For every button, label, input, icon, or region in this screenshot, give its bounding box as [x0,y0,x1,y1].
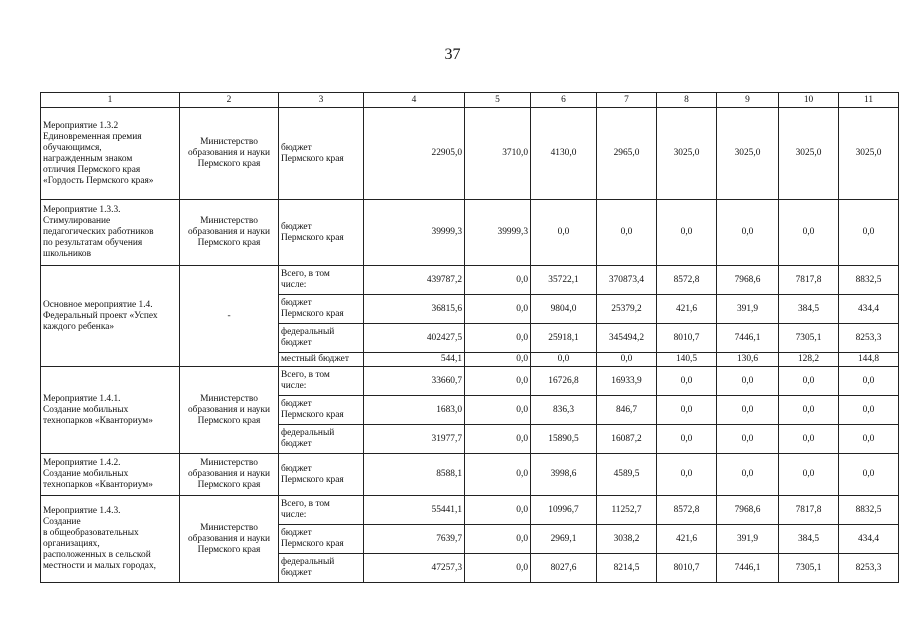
amount-cell: 7968,6 [717,266,779,295]
amount-cell: 0,0 [779,396,839,425]
amount-cell: 0,0 [717,200,779,266]
funding-source-cell [279,425,364,454]
amount-cell: 8832,5 [839,496,899,525]
text-line: числе: [281,510,307,520]
amount-cell: 3025,0 [717,108,779,200]
amount-cell: 0,0 [597,353,657,367]
text-line: Всего, в том [281,269,330,279]
amount-cell: 3025,0 [839,108,899,200]
header-cell: 8 [657,93,717,108]
amount-cell: 16087,2 [597,425,657,454]
table-row [41,367,899,396]
header-cell: 9 [717,93,779,108]
amount-cell: 7446,1 [717,554,779,583]
amount-cell: 439787,2 [364,266,465,295]
text-line: «Гордость Пермского края» [43,175,154,186]
funding-source-cell [279,496,364,525]
amount-cell: 8572,8 [657,266,717,295]
amount-cell: 4589,5 [597,454,657,496]
amount-cell: 0,0 [779,367,839,396]
text-line: Всего, в том [281,370,330,380]
text-line: обучающимся, [43,142,102,153]
amount-cell: 0,0 [465,554,531,583]
text-line: местности и малых городах, [43,561,156,571]
amount-cell: 25379,2 [597,295,657,324]
amount-cell: 0,0 [465,353,531,367]
text-line: организациях, [43,539,100,549]
amount-cell: 0,0 [657,454,717,496]
header-cell: 5 [465,93,531,108]
amount-cell: 35722,1 [531,266,597,295]
text-line: Пермского края [197,238,261,248]
executor-cell [180,367,279,454]
text-line: технопарков «Кванториум» [43,415,153,426]
amount-cell: 0,0 [597,200,657,266]
amount-cell: 0,0 [465,525,531,554]
amount-cell: 0,0 [465,266,531,295]
text-line: расположенных в сельской [43,550,151,560]
amount-cell: 144,8 [839,353,899,367]
amount-cell: 0,0 [839,200,899,266]
text-line: Мероприятие 1.4.3. [43,506,121,516]
amount-cell: 8010,7 [657,554,717,583]
header-cell: 1 [41,93,180,108]
amount-cell: 391,9 [717,295,779,324]
text-line: отличия Пермского края [43,164,141,175]
measure-name-cell [41,367,180,454]
header-cell: 10 [779,93,839,108]
amount-cell: 140,5 [657,353,717,367]
text-line: бюджет [281,142,312,153]
header-cell: 6 [531,93,597,108]
amount-cell: 0,0 [717,425,779,454]
amount-cell: 836,3 [531,396,597,425]
header-row [41,93,899,108]
amount-cell: 8027,6 [531,554,597,583]
text-line: Министерство [200,393,258,404]
funding-source-cell [279,295,364,324]
text-line: Пермского края [281,410,344,420]
amount-cell: 39999,3 [465,200,531,266]
text-line: Министерство [200,216,258,226]
table-row [41,108,899,200]
text-line: бюджет [281,298,312,308]
text-line: образования и науки [187,148,271,158]
amount-cell: 384,5 [779,525,839,554]
text-line: Министерство [200,522,258,533]
amount-cell: 0,0 [717,454,779,496]
amount-cell: 8253,3 [839,554,899,583]
amount-cell: 8832,5 [839,266,899,295]
amount-cell: 7817,8 [779,496,839,525]
text-line: бюджет [281,221,312,232]
text-line: местный бюджет [281,354,349,364]
text-line: бюджет [281,528,312,538]
amount-cell: 384,5 [779,295,839,324]
text-line: федеральный [281,428,335,438]
amount-cell: 8572,8 [657,496,717,525]
text-line: Пермского края [197,159,261,169]
text-line: образования и науки [187,404,271,415]
table-row [41,454,899,496]
funding-source-cell [279,525,364,554]
amount-cell: 8588,1 [364,454,465,496]
text-line: бюджет [281,399,312,409]
amount-cell: 3025,0 [779,108,839,200]
amount-cell: 2965,0 [597,108,657,200]
funding-source-cell [279,367,364,396]
table-row [41,496,899,525]
amount-cell: 7639,7 [364,525,465,554]
amount-cell: 0,0 [657,396,717,425]
text-line: Пермского края [281,232,344,243]
amount-cell: 15890,5 [531,425,597,454]
amount-cell: 10996,7 [531,496,597,525]
amount-cell: 3710,0 [465,108,531,200]
amount-cell: 7817,8 [779,266,839,295]
amount-cell: 4130,0 [531,108,597,200]
text-line: Пермского края [197,480,261,490]
text-line: Федеральный проект «Успех [43,310,158,321]
amount-cell: 0,0 [531,353,597,367]
text-line: Создание мобильных [43,404,129,415]
text-line: федеральный [281,327,335,337]
amount-cell: 0,0 [657,367,717,396]
amount-cell: 421,6 [657,295,717,324]
amount-cell: 345494,2 [597,324,657,353]
amount-cell: 25918,1 [531,324,597,353]
executor-cell [180,496,279,583]
header-cell: 4 [364,93,465,108]
header-cell: 7 [597,93,657,108]
amount-cell: 402427,5 [364,324,465,353]
budget-table [40,92,899,583]
text-line: Пермского края [281,539,344,549]
text-line: Создание [43,517,81,527]
text-line: бюджет [281,439,312,449]
amount-cell: 421,6 [657,525,717,554]
funding-source-cell [279,554,364,583]
amount-cell: 47257,3 [364,554,465,583]
amount-cell: 3998,6 [531,454,597,496]
amount-cell: 0,0 [779,200,839,266]
text-line: образования и науки [187,227,271,237]
text-line: федеральный [281,557,335,567]
amount-cell: 55441,1 [364,496,465,525]
text-line: в общеобразовательных [43,528,139,538]
text-line: - [227,310,231,321]
measure-name-cell [41,200,180,266]
funding-source-cell [279,324,364,353]
amount-cell: 0,0 [465,496,531,525]
amount-cell: 0,0 [531,200,597,266]
amount-cell: 16933,9 [597,367,657,396]
measure-name-cell [41,496,180,583]
text-line: бюджет [281,338,312,348]
amount-cell: 0,0 [839,396,899,425]
amount-cell: 1683,0 [364,396,465,425]
text-line: Основное мероприятие 1.4. [43,299,153,310]
text-line: бюджет [281,463,312,474]
text-line: награжденным знаком [43,153,133,164]
text-line: образования и науки [187,533,271,544]
table-row [41,266,899,295]
amount-cell: 36815,6 [364,295,465,324]
amount-cell: 2969,1 [531,525,597,554]
text-line: педагогических работников [43,227,154,237]
header-cell: 3 [279,93,364,108]
measure-name-cell [41,266,180,367]
executor-cell [180,266,279,367]
amount-cell: 0,0 [839,367,899,396]
text-line: Мероприятие 1.4.1. [43,393,121,404]
amount-cell: 130,6 [717,353,779,367]
amount-cell: 0,0 [779,454,839,496]
page-number: 37 [444,46,461,63]
measure-name-cell [41,108,180,200]
text-line: Министерство [200,458,258,468]
amount-cell: 31977,7 [364,425,465,454]
amount-cell: 39999,3 [364,200,465,266]
amount-cell: 3038,2 [597,525,657,554]
amount-cell: 0,0 [839,454,899,496]
amount-cell: 11252,7 [597,496,657,525]
text-line: Всего, в том [281,499,330,509]
amount-cell: 128,2 [779,353,839,367]
amount-cell: 0,0 [779,425,839,454]
text-line: технопарков «Кванториум» [43,480,153,490]
amount-cell: 391,9 [717,525,779,554]
text-line: бюджет [281,568,312,578]
executor-cell [180,200,279,266]
amount-cell: 16726,8 [531,367,597,396]
text-line: образования и науки [187,469,271,479]
text-line: Единовременная премия [43,131,142,142]
funding-source-cell [279,200,364,266]
header-cell: 2 [180,93,279,108]
executor-cell [180,454,279,496]
text-line: Пермского края [281,474,344,485]
funding-source-cell [279,266,364,295]
amount-cell: 7446,1 [717,324,779,353]
text-line: Министерство [200,137,258,147]
amount-cell: 7305,1 [779,554,839,583]
amount-cell: 544,1 [364,353,465,367]
funding-source-cell [279,108,364,200]
amount-cell: 846,7 [597,396,657,425]
amount-cell: 8214,5 [597,554,657,583]
amount-cell: 0,0 [465,324,531,353]
text-line: Пермского края [281,153,344,164]
amount-cell: 434,4 [839,295,899,324]
text-line: Мероприятие 1.3.2 [43,120,119,131]
amount-cell: 0,0 [717,367,779,396]
text-line: Создание мобильных [43,469,129,479]
funding-source-cell [279,353,364,367]
header-cell: 11 [839,93,899,108]
amount-cell: 0,0 [465,454,531,496]
executor-cell [180,108,279,200]
funding-source-cell [279,454,364,496]
amount-cell: 0,0 [657,200,717,266]
table-row [41,200,899,266]
amount-cell: 9804,0 [531,295,597,324]
amount-cell: 0,0 [657,425,717,454]
amount-cell: 22905,0 [364,108,465,200]
amount-cell: 0,0 [717,396,779,425]
amount-cell: 0,0 [465,367,531,396]
amount-cell: 0,0 [465,425,531,454]
text-line: Пермского края [281,309,344,319]
text-line: Стимулирование [43,216,111,226]
amount-cell: 3025,0 [657,108,717,200]
amount-cell: 7968,6 [717,496,779,525]
text-line: школьников [43,249,92,259]
text-line: по результатам обучения [43,238,143,248]
text-line: числе: [281,381,307,391]
text-line: каждого ребенка» [43,321,115,332]
amount-cell: 370873,4 [597,266,657,295]
text-line: числе: [281,280,307,290]
text-line: Мероприятие 1.4.2. [43,458,121,468]
text-line: Пермского края [197,415,261,426]
amount-cell: 33660,7 [364,367,465,396]
amount-cell: 8253,3 [839,324,899,353]
text-line: Пермского края [197,544,261,555]
amount-cell: 8010,7 [657,324,717,353]
measure-name-cell [41,454,180,496]
amount-cell: 0,0 [465,295,531,324]
amount-cell: 7305,1 [779,324,839,353]
amount-cell: 0,0 [465,396,531,425]
amount-cell: 434,4 [839,525,899,554]
amount-cell: 0,0 [839,425,899,454]
text-line: Мероприятие 1.3.3. [43,205,121,215]
funding-source-cell [279,396,364,425]
